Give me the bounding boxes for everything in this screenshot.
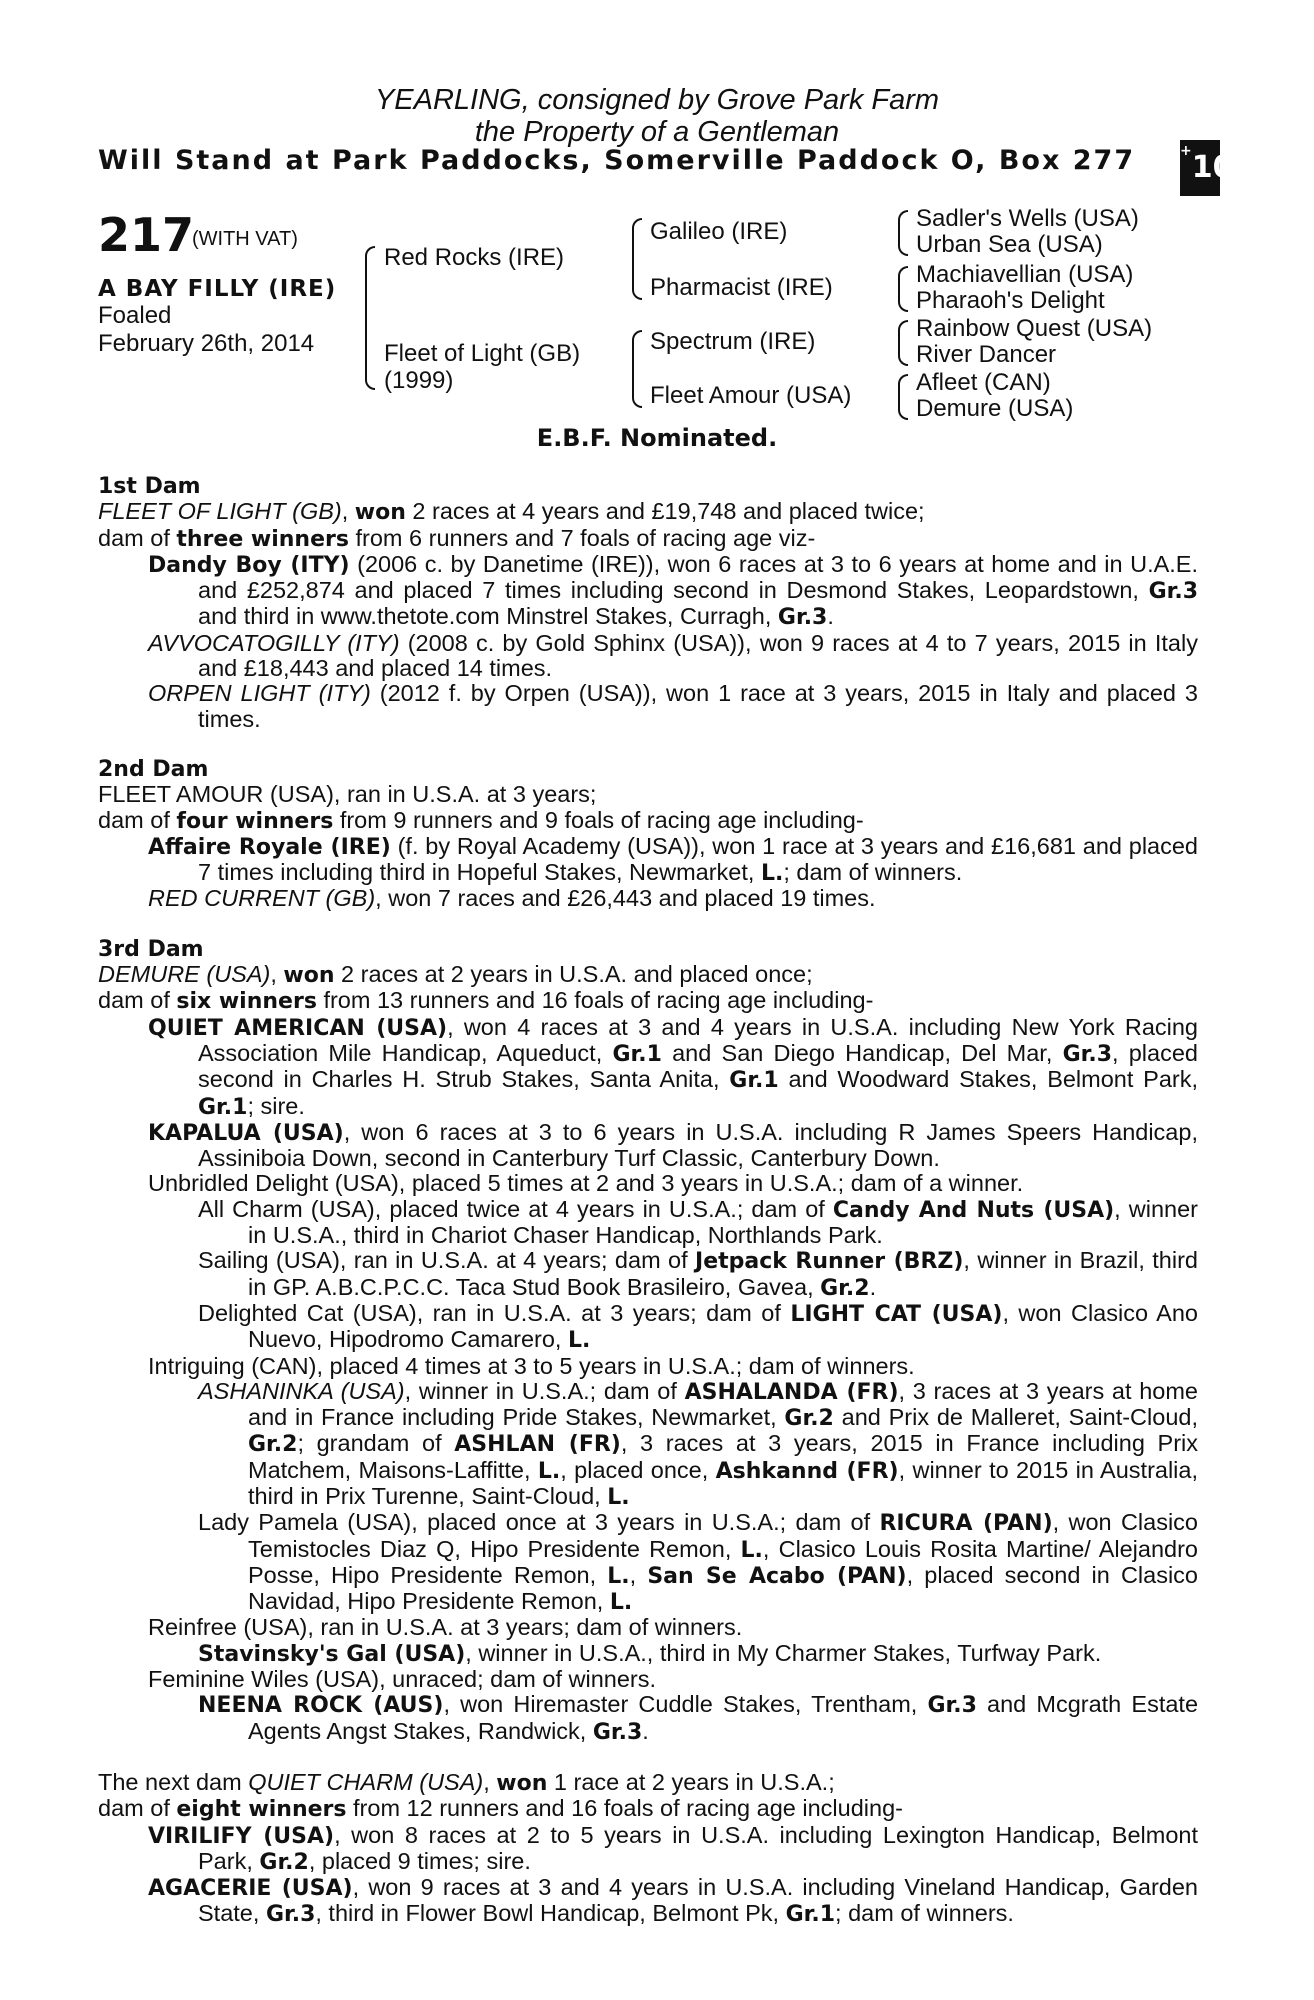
pedigree-sdd: Pharaoh's Delight (916, 287, 1105, 314)
pedigree-sire: Red Rocks (IRE) (384, 244, 565, 271)
pedigree-sire-dam: Pharmacist (IRE) (650, 274, 833, 301)
foaled-date: February 26th, 2014 (98, 330, 315, 357)
produce-entry: Delighted Cat (USA), ran in U.S.A. at 3 years; dam of LIGHT CAT (USA), won Clasico Ano Nuevo, Hipodromo Camarero, L. (198, 1299, 1198, 1354)
produce-entry: ORPEN LIGHT (ITY) (2012 f. by Orpen (USA)), won 1 race at 3 years, 2015 in Italy and placed 3 times. (148, 680, 1198, 732)
produce-entry: KAPALUA (USA), won 6 races at 3 to 6 years in U.S.A. including R James Speers Handicap, Assiniboia Down, second in Canterbury Turf Classic, Canterbury Down. (148, 1118, 1198, 1172)
pedigree-dss: Rainbow Quest (USA) (916, 315, 1153, 342)
produce-entry: AGACERIE (USA), won 9 races at 3 and 4 years in U.S.A. including Vineland Handicap, Garden State, Gr.3, third in Flower Bowl Handicap, Belmont Pk, Gr.1; dam of winners. (148, 1874, 1198, 1928)
pedigree-brace-g3-1 (898, 210, 908, 256)
pedigree-brace-g3-3 (898, 320, 908, 366)
property-line: the Property of a Gentleman (474, 116, 840, 148)
produce-entry: Sailing (USA), ran in U.S.A. at 4 years; dam of Jetpack Runner (BRZ), winner in Brazil, third in GP. A.B.C.P.C.C. Taca Stud Book Brasileiro, Gavea, Gr.2. (198, 1247, 1198, 1301)
produce-entry: RED CURRENT (GB), won 7 races and £26,443 and placed 19 times. (148, 885, 876, 912)
pedigree-dam-dam: Fleet Amour (USA) (650, 382, 852, 409)
third-dam-heading: 3rd Dam (98, 936, 204, 962)
pedigree-brace-dam (632, 330, 642, 408)
pedigree-dam-year: (1999) (384, 367, 454, 394)
pedigree-ddd: Demure (USA) (916, 395, 1074, 422)
stand-location: Will Stand at Park Paddocks, Somerville Paddock O, Box 277 (98, 145, 1136, 176)
pedigree-dam-sire: Spectrum (IRE) (650, 328, 816, 355)
pedigree-sire-sire: Galileo (IRE) (650, 218, 788, 245)
pedigree-ssd: Urban Sea (USA) (916, 231, 1103, 258)
ten-plus-badge: +10 (1180, 140, 1220, 196)
produce-entry: Dandy Boy (ITY) (2006 c. by Danetime (IRE)), won 6 races at 3 to 6 years at home and in U.A.E. and £252,874 and placed 7 times including second in Desmond Stakes, Leopardstown, Gr.3 and third in www.thetote.com Minstrel Stakes, Curragh, Gr.3. (148, 550, 1199, 631)
produce-entry: NEENA ROCK (AUS), won Hiremaster Cuddle Stakes, Trentham, Gr.3 and Mcgrath Estate Agents Angst Stakes, Randwick, Gr.3. (198, 1691, 1199, 1745)
produce-entry: Feminine Wiles (USA), unraced; dam of winners. (148, 1666, 657, 1693)
ebf-nominated: E.B.F. Nominated. (536, 424, 778, 452)
pedigree-dam: Fleet of Light (GB) (384, 340, 581, 367)
horse-name: A BAY FILLY (IRE) (98, 276, 337, 302)
pedigree-sss: Sadler's Wells (USA) (916, 205, 1139, 232)
consignor-line: YEARLING, consigned by Grove Park Farm (374, 84, 940, 116)
produce-entry: ASHANINKA (USA), winner in U.S.A.; dam of ASHALANDA (FR), 3 races at 3 years at home and in France including Pride Stakes, Newmarket, Gr.2 and Prix de Malleret, Saint-Cloud, Gr.2; grandam of ASHLAN (FR), 3 races at 3 years, 2015 in France including Prix Matchem, Maisons-Laffitte, L., placed once, Ashkannd (FR), winner to 2015 in Australia, third in Prix Turenne, Saint-Cloud, L. (198, 1377, 1199, 1510)
lot-number: 217 (98, 208, 195, 262)
foaled-label: Foaled (98, 302, 172, 329)
produce-entry: AVVOCATOGILLY (ITY) (2008 c. by Gold Sphinx (USA)), won 9 races at 4 to 7 years, 2015 in Italy and £18,443 and placed 14 times. (148, 629, 1198, 682)
produce-entry: Intriguing (CAN), placed 4 times at 3 to 5 years in U.S.A.; dam of winners. (148, 1352, 915, 1379)
produce-entry: Stavinsky's Gal (USA), winner in U.S.A., third in My Charmer Stakes, Turfway Park. (198, 1639, 1102, 1667)
second-dam-heading: 2nd Dam (98, 756, 209, 782)
produce-entry: Lady Pamela (USA), placed once at 3 years in U.S.A.; dam of RICURA (PAN), won Clasico Temistocles Diaz Q, Hipo Presidente Remon, L., Clasico Louis Rosita Martine/ Alejandro Posse, Hipo Presidente Remon, L., San Se Acabo (PAN), placed second in Clasico Navidad, Hipo Presidente Remon, L. (198, 1509, 1198, 1616)
pedigree-sds: Machiavellian (USA) (916, 261, 1134, 288)
pedigree-brace-g3-2 (898, 266, 908, 312)
third-dam-produce: dam of six winners from 13 runners and 16 foals of racing age including- (98, 987, 874, 1015)
pedigree-dsd: River Dancer (916, 341, 1057, 368)
vat-label: (WITH VAT) (192, 228, 298, 250)
produce-entry: VIRILIFY (USA), won 8 races at 2 to 5 years in U.S.A. including Lexington Handicap, Belmont Park, Gr.2, placed 9 times; sire. (148, 1821, 1198, 1875)
first-dam-heading: 1st Dam (98, 474, 201, 499)
second-dam-line: FLEET AMOUR (USA), ran in U.S.A. at 3 years; (98, 781, 597, 808)
next-dam-produce: dam of eight winners from 12 runners and 16 foals of racing age including- (98, 1795, 903, 1823)
pedigree-brace-gen1 (365, 246, 375, 390)
third-dam-line: DEMURE (USA), won 2 races at 2 years in U.S.A. and placed once; (98, 961, 813, 989)
produce-entry: QUIET AMERICAN (USA), won 4 races at 3 and 4 years in U.S.A. including New York Racing Association Mile Handicap, Aqueduct, Gr.1 and San Diego Handicap, Del Mar, Gr.3, placed second in Charles H. Strub Stakes, Santa Anita, Gr.1 and Woodward Stakes, Belmont Park, Gr.1; sire. (148, 1013, 1199, 1120)
pedigree-dds: Afleet (CAN) (916, 369, 1051, 396)
catalogue-body (98, 474, 1198, 1928)
produce-entry: Unbridled Delight (USA), placed 5 times at 2 and 3 years in U.S.A.; dam of a winner. (148, 1170, 1024, 1197)
pedigree-brace-g3-4 (898, 374, 908, 420)
produce-entry: Reinfree (USA), ran in U.S.A. at 3 years; dam of winners. (148, 1614, 743, 1641)
first-dam-line: FLEET OF LIGHT (GB), won 2 races at 4 years and £19,748 and placed twice; (98, 498, 925, 526)
next-dam-line: The next dam QUIET CHARM (USA), won 1 race at 2 years in U.S.A.; (98, 1768, 835, 1796)
second-dam-produce: dam of four winners from 9 runners and 9 foals of racing age including- (98, 806, 864, 834)
first-dam-produce: dam of three winners from 6 runners and 7 foals of racing age viz- (98, 524, 816, 552)
pedigree-brace-sire (632, 218, 642, 300)
produce-entry: All Charm (USA), placed twice at 4 years in U.S.A.; dam of Candy And Nuts (USA), winner in U.S.A., third in Chariot Chaser Handicap, Northlands Park. (198, 1195, 1198, 1249)
produce-entry: Affaire Royale (IRE) (f. by Royal Academy (USA)), won 1 race at 3 years and £16,681 and placed 7 times including third in Hopeful Stakes, Newmarket, L.; dam of winners. (148, 832, 1198, 887)
